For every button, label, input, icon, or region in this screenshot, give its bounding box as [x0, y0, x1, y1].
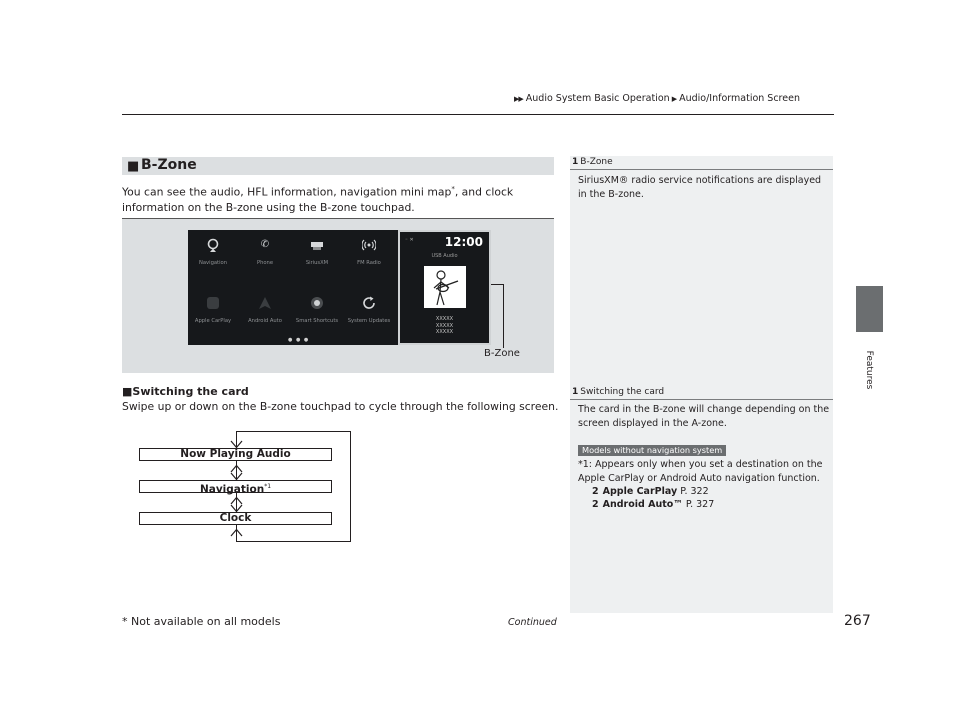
subsection-text: Swipe up or down on the B-zone touchpad to cycle through the following screen. — [122, 400, 559, 413]
callout-line — [491, 284, 503, 285]
continued-label: Continued — [508, 617, 557, 628]
reference-arrow-icon: 2 — [592, 486, 599, 497]
reference-arrow-icon: 2 — [592, 499, 599, 510]
note-footnote: *1: Appears only when you set a destination on the Apple CarPlay or Android Auto navigation function. — [578, 459, 823, 484]
breadcrumb-item[interactable]: Audio/Information Screen — [679, 93, 800, 104]
square-bullet-icon: ■ — [127, 159, 140, 174]
note-rule — [570, 399, 833, 400]
section-heading — [122, 157, 554, 175]
app-tile-siriusxm[interactable]: SiriusXM — [292, 238, 342, 266]
notes-column — [570, 156, 833, 613]
note-heading-switching: 1 Switching the card — [572, 387, 665, 397]
album-art-guitarist-icon — [424, 266, 466, 308]
satellite-icon — [310, 238, 324, 252]
carplay-icon — [206, 296, 220, 310]
flow-step-clock: Clock — [139, 512, 332, 525]
breadcrumb-item[interactable]: Audio System Basic Operation — [525, 93, 670, 104]
note-text-bzone: SiriusXM® radio service notifications are displayed in the B-zone. — [578, 175, 822, 200]
app-tile-smart-shortcuts[interactable]: Smart Shortcuts — [292, 296, 342, 324]
note-rule — [570, 169, 833, 170]
app-tile-phone[interactable]: ✆ Phone — [256, 239, 274, 266]
page-indicator: ● ● ● — [288, 337, 310, 343]
note-marker: 1 — [572, 157, 579, 167]
flow-step-navigation: Navigation$^{*1}$ — [139, 480, 332, 493]
side-tab-label: Features — [864, 350, 874, 390]
chevron-up-icon — [230, 528, 243, 537]
breadcrumb-arrow-icon: ▶ — [671, 95, 677, 103]
header-rule — [122, 114, 834, 115]
audio-source: USB Audio — [431, 253, 458, 259]
status-icons: ◦ ✕ — [405, 237, 414, 243]
app-tile-navigation[interactable]: Navigation — [188, 238, 238, 266]
broadcast-icon — [362, 238, 376, 252]
section-title: B-Zone — [141, 157, 197, 173]
square-bullet-icon: ■ — [122, 385, 133, 398]
b-zone-card[interactable] — [398, 230, 491, 345]
home-screen — [188, 230, 398, 345]
navigation-icon — [206, 238, 220, 252]
callout-line — [503, 284, 504, 348]
refresh-icon — [362, 296, 376, 310]
side-tab-block — [856, 286, 883, 332]
callout-label: B-Zone — [484, 348, 520, 359]
phone-icon: ✆ — [260, 239, 270, 250]
app-tile-apple-carplay[interactable]: Apple CarPlay — [188, 296, 238, 324]
note-text-switching: The card in the B-zone will change depending on the screen displayed in the A-zone. — [578, 404, 830, 429]
illustration-rule — [122, 218, 554, 219]
track-info: XXXXX XXXXX XXXXX — [435, 316, 454, 335]
page-reference[interactable]: 2 Apple CarPlay P. 322 — [592, 486, 709, 497]
section-intro: You can see the audio, HFL information, navigation mini map*, and clock information on the B-zone using the B-zone touchpad. — [122, 185, 514, 215]
availability-footnote: * Not available on all models — [122, 615, 281, 628]
breadcrumb — [514, 93, 800, 104]
footnote-star: * — [451, 185, 455, 193]
subsection-title: ■Switching the card — [122, 385, 249, 398]
page-number: 267 — [844, 613, 871, 629]
model-badge: Models without navigation system — [578, 445, 726, 456]
breadcrumb-arrow-icon: ▶▶ — [514, 95, 523, 103]
note-marker: 1 — [572, 387, 579, 397]
app-tile-android-auto[interactable]: Android Auto — [240, 296, 290, 324]
page-reference[interactable]: 2 Android Auto™ P. 327 — [592, 499, 715, 510]
clock-display: 12:00 — [444, 235, 483, 249]
app-tile-system-updates[interactable]: System Updates — [344, 296, 394, 324]
app-tile-fm-radio[interactable]: FM Radio — [344, 238, 394, 266]
flow-step-now-playing: Now Playing Audio — [139, 448, 332, 461]
android-auto-icon — [258, 296, 272, 310]
note-heading-bzone: 1 B-Zone — [572, 157, 613, 167]
shortcuts-icon — [310, 296, 324, 310]
